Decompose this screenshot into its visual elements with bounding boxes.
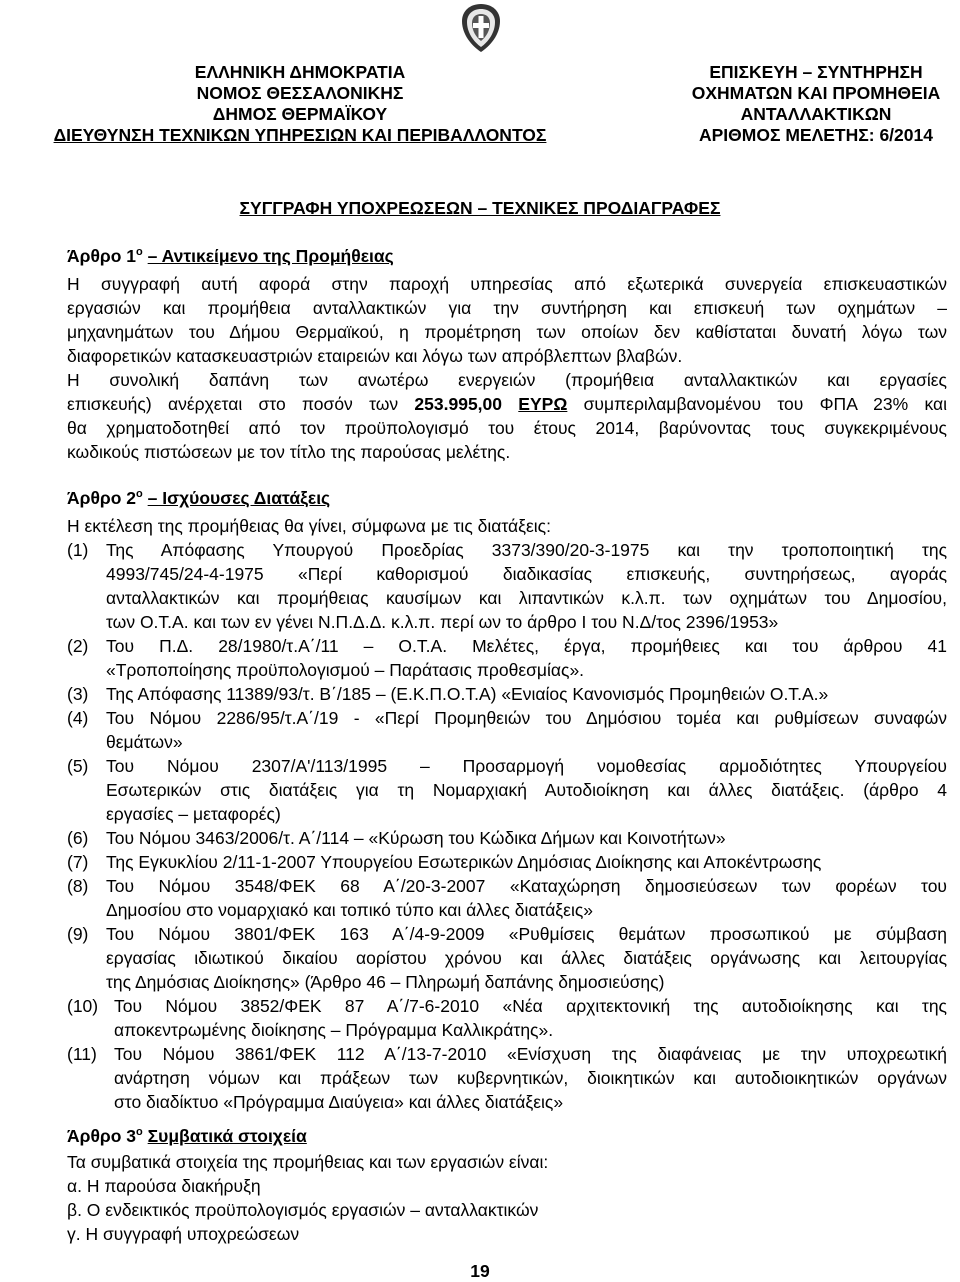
text-line: θα χρηματοδοτηθεί από τον προϋπολογισμό του έτους 2014, βαρύνοντας τους συγκεκριμένους	[67, 418, 947, 438]
text-line: Του Νόμου 2286/95/τ.Α΄/19 - «Περί Προμηθειών του Δημόσιου τομέα και ρυθμίσεων συναφών	[106, 708, 947, 728]
text-line: Δημοσίου στο νομαρχιακό και τοπικό τύπο και άλλες διατάξεις»	[106, 900, 594, 920]
article-2-intro	[67, 514, 947, 538]
provision-item	[67, 682, 947, 706]
contract-item: γ. Η συγγραφή υποχρεώσεων	[67, 1224, 300, 1244]
provision-text	[114, 1042, 947, 1114]
article-3-title: Συμβατικά στοιχεία	[147, 1126, 307, 1146]
text-line: Η συγγραφή αυτή αφορά στην παροχή υπηρεσίας από εξωτερικά συνεργεία επισκευαστικών	[67, 274, 947, 294]
text-line: Του Νόμου 3801/ΦΕΚ 163 Α΄/4-9-2009 «Ρυθμίσεις θεμάτων προσωπικού με σύμβαση	[106, 924, 947, 944]
text-line: στο διαδίκτυο «Πρόγραμμα Διαύγεια» και άλλες διατάξεις»	[114, 1092, 564, 1112]
text-line: «Τροποποίησης προϋπολογισμού – Παράτασις προθεσμίας».	[106, 660, 585, 680]
text-line: εργασίας ιδιωτικού δικαίου αορίστου χρόνου και άλλες διατάξεις οργάνωσης και λειτουργίας	[106, 948, 947, 968]
provision-number: (1)	[67, 540, 89, 560]
project-block	[672, 62, 960, 146]
article-3-heading	[67, 1126, 307, 1147]
provision-number: (5)	[67, 756, 89, 776]
provision-item	[67, 922, 947, 994]
text-line: Του Νόμου 3852/ΦΕΚ 87 Α΄/7-6-2010 «Νέα αρχιτεκτονική της αυτοδιοίκησης και της	[114, 996, 947, 1016]
study-number: ΑΡΙΘΜΟΣ ΜΕΛΕΤΗΣ: 6/2014	[699, 125, 933, 145]
budget-amount: 253.995,00	[414, 394, 503, 414]
text-line: ανάρτηση νόμων και πράξεων των κυβερνητικών, διοικητικών και αυτοδιοικητικών οργάνων	[114, 1068, 947, 1088]
provision-number: (8)	[67, 876, 89, 896]
text-line: θεμάτων»	[106, 732, 183, 752]
issuer-block	[0, 62, 600, 146]
issuer-line: ΔΗΜΟΣ ΘΕΡΜΑΪΚΟΥ	[212, 104, 388, 124]
text-line: των Ο.Τ.Α. και των εν γένει Ν.Π.Δ.Δ. κ.λ.π. περί ων το άρθρο Ι του Ν.Δ/τος 2396/1953»	[106, 612, 779, 632]
provision-item	[67, 874, 947, 922]
provision-item	[67, 634, 947, 682]
text-line: Της Απόφασης 11389/93/τ. Β΄/185 – (Ε.Κ.Π.Ο.Τ.Α) «Ενιαίος Κανονισμός Προμηθειών Ο.Τ.Α.»	[106, 684, 829, 704]
text-line: κωδικούς πιστώσεων με τον τίτλο της παρούσας μελέτης.	[67, 442, 511, 462]
text-line: 4993/745/24-4-1975 «Περί καθορισμού διαδικασίας επισκευής, συντηρήσεως, αγοράς	[106, 564, 947, 584]
currency: ΕΥΡΩ	[518, 394, 568, 414]
text-line: Του Π.Δ. 28/1980/τ.Α΄/11 – Ο.Τ.Α. Μελέτες, έργα, προμήθειες και του άρθρου 41	[106, 636, 947, 656]
provision-item	[67, 994, 947, 1042]
article-3-number: Άρθρο 3	[67, 1126, 137, 1146]
issuer-line: ΝΟΜΟΣ ΘΕΣΣΑΛΟΝΙΚΗΣ	[196, 83, 404, 103]
text-line: Της Εγκυκλίου 2/11-1-2007 Υπουργείου Εσωτερικών Δημόσιας Διοίκησης και Αποκέντρωσης	[106, 852, 822, 872]
article-1-paragraph-2	[67, 368, 947, 464]
article-3-body	[67, 1150, 947, 1246]
text-line: επισκευής) ανέρχεται στο ποσόν των 253.995,00 ΕΥΡΩ συμπεριλαμβανομένου του ΦΠΑ 23% και	[67, 394, 947, 414]
provision-text	[106, 922, 947, 994]
ordinal-superscript: ο	[136, 246, 143, 258]
ordinal-superscript: ο	[136, 1126, 143, 1138]
article-2-heading	[67, 488, 330, 509]
provision-number: (2)	[67, 636, 89, 656]
article-1-paragraph-1	[67, 272, 947, 368]
text-line: Τα συμβατικά στοιχεία της προμήθειας και των εργασιών είναι:	[67, 1152, 549, 1172]
text-line: Εσωτερικών στις διατάξεις για τη Νομαρχιακή Αυτοδιοίκηση και άλλες διατάξεις. (άρθρο 4	[106, 780, 947, 800]
provision-text	[106, 682, 947, 706]
contract-item: α. Η παρούσα διακήρυξη	[67, 1176, 261, 1196]
text-line: της Δημόσιας Διοίκησης» (Άρθρο 46 – Πληρωμή δαπάνης δημοσιεύσης)	[106, 972, 665, 992]
provision-item	[67, 1042, 947, 1114]
issuer-line: ΕΛΛΗΝΙΚΗ ΔΗΜΟΚΡΑΤΙΑ	[194, 62, 406, 82]
provision-text	[114, 994, 947, 1042]
provision-number: (7)	[67, 852, 89, 872]
project-line: ΕΠΙΣΚΕΥΗ – ΣΥΝΤΗΡΗΣΗ	[709, 62, 923, 82]
document-title: ΣΥΓΓΡΑΦΗ ΥΠΟΧΡΕΩΣΕΩΝ – ΤΕΧΝΙΚΕΣ ΠΡΟΔΙΑΓΡΑΦΕΣ	[239, 198, 721, 218]
text-line: Του Νόμου 3861/ΦΕΚ 112 Α΄/13-7-2010 «Ενίσχυση της διαφάνειας με την υποχρεωτική	[114, 1044, 947, 1064]
text-line: διαφορετικών κατασκευαστριών εταιρειών και λόγω των απρόβλεπτων βλαβών.	[67, 346, 683, 366]
provision-text	[106, 538, 947, 634]
provision-text	[106, 634, 947, 682]
article-1-heading	[67, 246, 394, 267]
text-line: Η συνολική δαπάνη των ανωτέρω ενεργειών (προμήθεια ανταλλακτικών και εργασίες	[67, 370, 947, 390]
project-line: ΟΧΗΜΑΤΩΝ ΚΑΙ ΠΡΟΜΗΘΕΙΑ	[691, 83, 941, 103]
provision-number: (9)	[67, 924, 89, 944]
article-2-number: Άρθρο 2	[67, 488, 137, 508]
page-number: 19	[470, 1261, 490, 1281]
text-line: Του Νόμου 2307/Α'/113/1995 – Προσαρμογή νομοθεσίας αρμοδιότητες Υπουργείου	[106, 756, 947, 776]
text-line: Του Νόμου 3548/ΦΕΚ 68 Α΄/20-3-2007 «Καταχώρηση δημοσιεύσεων των φορέων του	[106, 876, 947, 896]
provision-number: (11)	[67, 1044, 97, 1064]
provision-text	[106, 874, 947, 922]
provision-item	[67, 754, 947, 826]
text-line: μηχανημάτων του Δήμου Θερμαϊκού, η προμέτρηση των οποίων δεν καθίσταται δυνατή λόγω των	[67, 322, 947, 342]
coat-of-arms-icon	[458, 2, 504, 54]
article-1-number: Άρθρο 1	[67, 246, 137, 266]
provision-number: (4)	[67, 708, 89, 728]
provision-item	[67, 850, 947, 874]
issuer-line: ΔΙΕΥΘΥΝΣΗ ΤΕΧΝΙΚΩΝ ΥΠΗΡΕΣΙΩΝ ΚΑΙ ΠΕΡΙΒΑΛΛΟΝΤΟΣ	[53, 125, 547, 145]
provision-text	[106, 754, 947, 826]
provision-number: (10)	[67, 996, 99, 1016]
text-line: εργασιών και προμήθεια ανταλλακτικών για την συντήρηση και επισκευή των οχημάτων –	[67, 298, 947, 318]
text-line: εργασίες – μεταφορές)	[106, 804, 281, 824]
provision-text	[106, 826, 947, 850]
provision-text	[106, 850, 947, 874]
text-line: Η εκτέλεση της προμήθειας θα γίνει, σύμφωνα με τις διατάξεις:	[67, 516, 551, 536]
text-line: Του Νόμου 3463/2006/τ. Α΄/114 – «Κύρωση του Κώδικα Δήμων και Κοινοτήτων»	[106, 828, 726, 848]
project-line: ΑΝΤΑΛΛΑΚΤΙΚΩΝ	[740, 104, 892, 124]
provision-text	[106, 706, 947, 754]
article-1-title: – Αντικείμενο της Προμήθειας	[147, 246, 394, 266]
text-line: ανταλλακτικών και προμήθειας καυσίμων και λιπαντικών κ.λ.π. των οχημάτων του Δημοσίου,	[106, 588, 947, 608]
provision-number: (6)	[67, 828, 89, 848]
provision-item	[67, 826, 947, 850]
ordinal-superscript: ο	[136, 488, 143, 500]
provision-item	[67, 538, 947, 634]
contract-item: β. Ο ενδεικτικός προϋπολογισμός εργασιών – ανταλλακτικών	[67, 1200, 539, 1220]
provision-item	[67, 706, 947, 754]
text-line: Της Απόφασης Υπουργού Προεδρίας 3373/390/20-3-1975 και την τροποποιητική της	[106, 540, 947, 560]
article-2-title: – Ισχύουσες Διατάξεις	[147, 488, 331, 508]
text-line: αποκεντρωμένης διοίκησης – Πρόγραμμα Καλλικράτης».	[114, 1020, 554, 1040]
provision-number: (3)	[67, 684, 89, 704]
